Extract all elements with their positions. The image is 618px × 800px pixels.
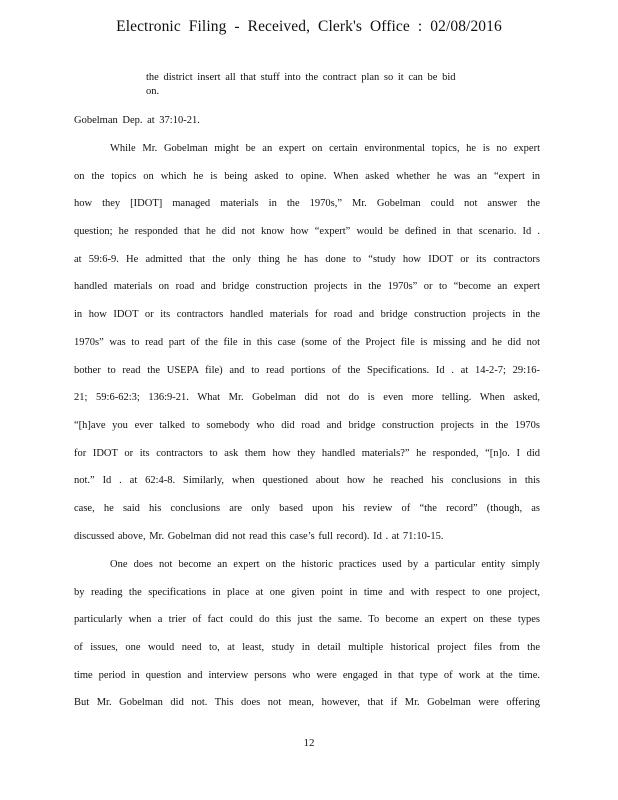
paragraph-line: But Mr. Gobelman did not. This does not mean, however, that if Mr. Gobelman were offering: [74, 697, 540, 709]
paragraph-line: handled materials on road and bridge construction projects in the 1970s” or to “become an expert: [74, 281, 540, 293]
paragraph-line: particularly when a trier of fact could do this just the same. To become an expert on these types: [74, 614, 540, 626]
paragraph-line: in how IDOT or its contractors handled materials for road and bridge construction projects in the: [74, 309, 540, 321]
paragraph-line: how they [IDOT] managed materials in the 1970s,” Mr. Gobelman could not answer the: [74, 198, 540, 210]
body-paragraph-1: [74, 142, 540, 557]
filing-stamp-header: Electronic Filing - Received, Clerk's Office : 02/08/2016: [116, 18, 502, 35]
paragraph-line: bother to read the USEPA file) and to read portions of the Specifications. Id . at 14-2-7; 29:16-: [74, 364, 540, 376]
paragraph-line: 21; 59:6-62:3; 136:9-21. What Mr. Gobelman did not do is even more telling. When asked,: [74, 392, 540, 404]
paragraph-line: on the topics on which he is being asked to opine. When asked whether he was an “expert in: [74, 170, 540, 182]
block-quote: [146, 71, 476, 99]
paragraph-line: 1970s” was to read part of the file in this case (some of the Project file is missing and he did not: [74, 336, 540, 348]
page-number: 12: [303, 737, 315, 749]
paragraph-line: While Mr. Gobelman might be an expert on certain environmental topics, he is no expert: [110, 143, 540, 154]
paragraph-line: case, he said his conclusions are only based upon his review of “the record” (though, as: [74, 502, 540, 514]
paragraph-line: not.” Id . at 62:4-8. Similarly, when questioned about how he reached his conclusions in this: [74, 475, 540, 487]
paragraph-line: discussed above, Mr. Gobelman did not read this case’s full record). Id . at 71:10-15.: [74, 530, 444, 542]
body-paragraph-2: [74, 558, 540, 724]
paragraph-line: of issues, one would need to, at least, study in detail multiple historical project files from the: [74, 642, 540, 654]
paragraph-line: for IDOT or its contractors to ask them how they handled materials?” he responded, “[n]o. I did: [74, 447, 540, 459]
citation: Gobelman Dep. at 37:10-21.: [74, 115, 200, 126]
paragraph-line: at 59:6-9. He admitted that the only thing he has done to “study how IDOT or its contractors: [74, 253, 540, 265]
paragraph-line: by reading the specifications in place at one given point in time and with respect to one project,: [74, 586, 540, 598]
quote-line: on.: [146, 86, 160, 97]
paragraph-line: One does not become an expert on the historic practices used by a particular entity simply: [110, 559, 540, 570]
paragraph-line: “[h]ave you ever talked to somebody who did road and bridge construction projects in the 1970s: [74, 419, 540, 431]
paragraph-line: question; he responded that he did not know how “expert” would be defined in that scenario. Id .: [74, 226, 540, 238]
paragraph-line: time period in question and interview persons who were engaged in that type of work at the time.: [74, 669, 540, 681]
quote-line: the district insert all that stuff into the contract plan so it can be bid: [146, 72, 456, 83]
